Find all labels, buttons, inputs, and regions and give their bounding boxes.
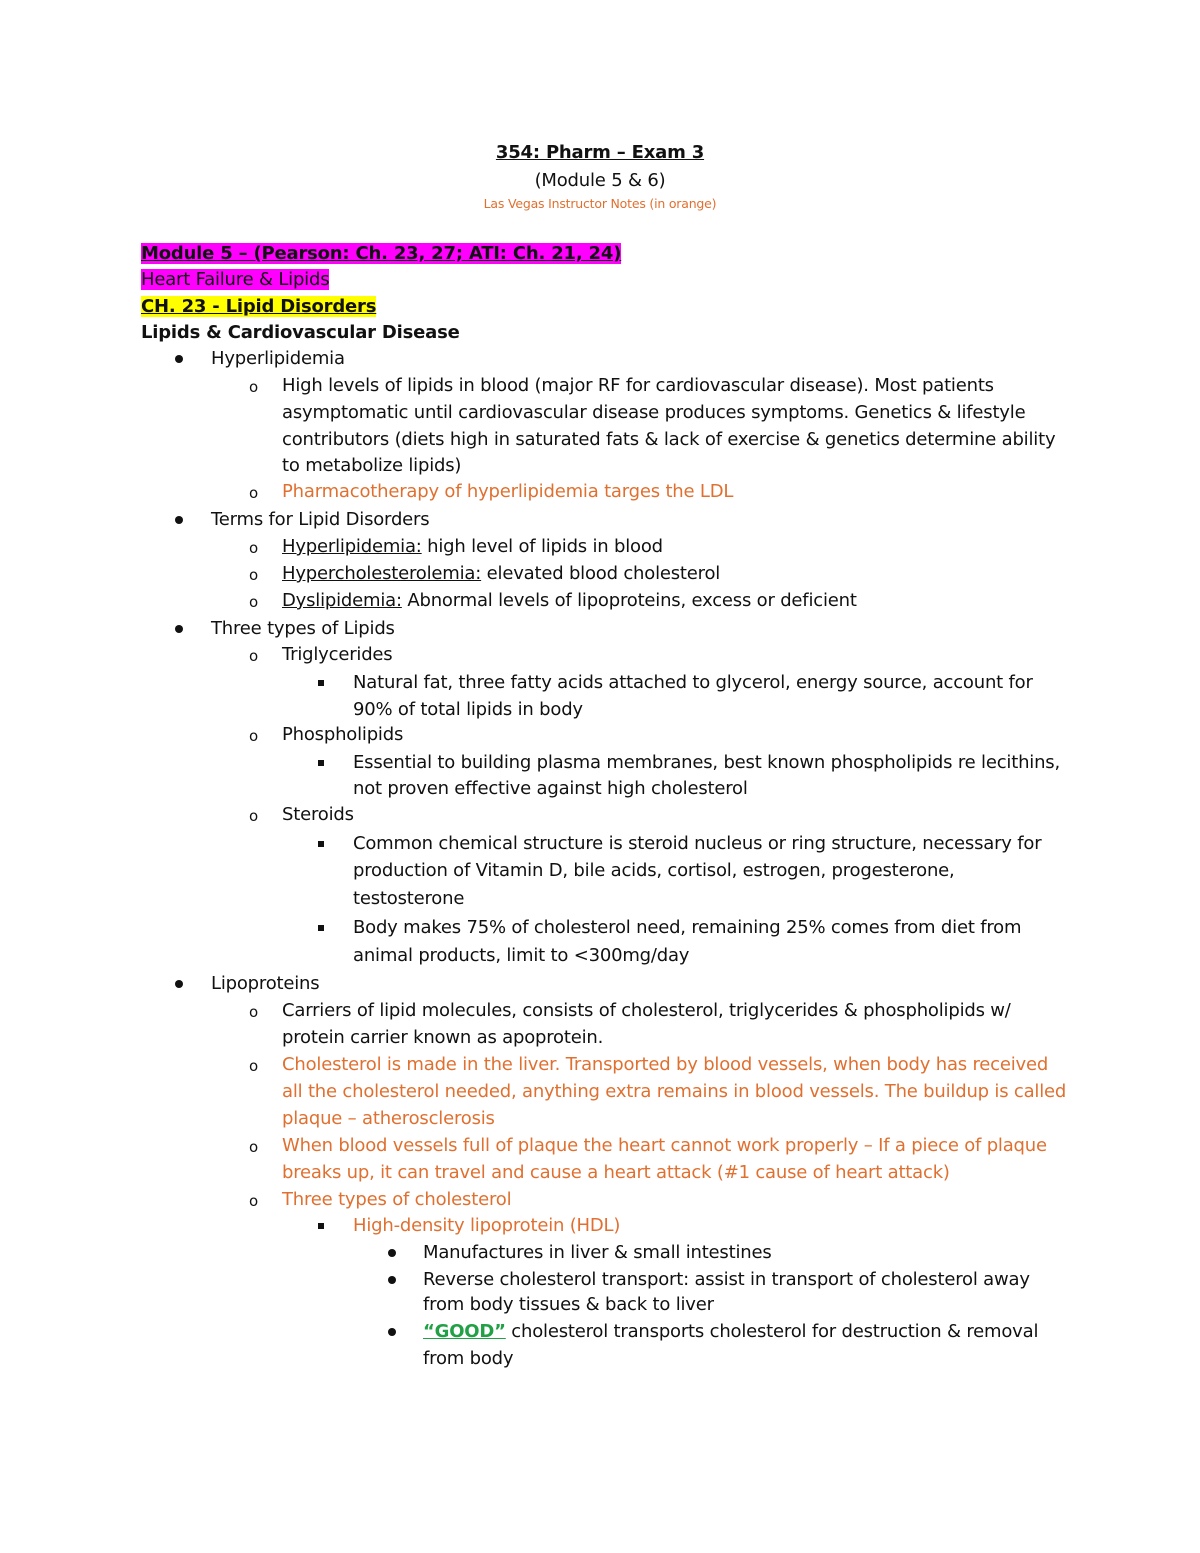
instructor-note: Las Vegas Instructor Notes (in orange) (483, 196, 717, 211)
list-item: Triglycerides (282, 644, 393, 665)
list-item-cont: contributors (diets high in saturated fats & lack of exercise & genetics determine ability (282, 429, 1056, 450)
bullet-circle: o (249, 1057, 258, 1075)
list-item: Essential to building plasma membranes, best known phospholipids re lecithins, (353, 752, 1060, 773)
document-title: 354: Pharm – Exam 3 (495, 142, 705, 163)
section-heading: Lipids & Cardiovascular Disease (141, 322, 460, 343)
list-item-cont: breaks up, it can travel and cause a heart attack (#1 cause of heart attack) (282, 1162, 950, 1183)
list-item-cont: protein carrier known as apoprotein. (282, 1027, 604, 1048)
list-item: Three types of cholesterol (282, 1189, 512, 1210)
list-item: Terms for Lipid Disorders (211, 509, 430, 530)
bullet-dot (388, 1240, 396, 1266)
list-item-cont: animal products, limit to <300mg/day (353, 945, 690, 966)
bullet-circle: o (249, 484, 258, 502)
list-item-cont: 90% of total lipids in body (353, 699, 583, 720)
bullet-circle: o (249, 539, 258, 557)
bullet-circle: o (249, 1192, 258, 1210)
list-item: Phospholipids (282, 724, 404, 745)
list-item: Three types of Lipids (211, 618, 395, 639)
bullet-square (318, 915, 324, 941)
list-item: Natural fat, three fatty acids attached to glycerol, energy source, account for (353, 672, 1033, 693)
document-subtitle: (Module 5 & 6) (534, 170, 666, 191)
list-item: Hypercholesterolemia: elevated blood cholesterol (282, 563, 721, 584)
list-item: Manufactures in liver & small intestines (423, 1242, 772, 1263)
bullet-circle: o (249, 378, 258, 396)
list-item: Dyslipidemia: Abnormal levels of lipoproteins, excess or deficient (282, 590, 857, 611)
list-item-cont: to metabolize lipids) (282, 455, 462, 476)
module-topic: Heart Failure & Lipids (141, 269, 330, 290)
list-item: Cholesterol is made in the liver. Transported by blood vessels, when body has received (282, 1054, 1049, 1075)
list-item: High levels of lipids in blood (major RF for cardiovascular disease). Most patients (282, 375, 994, 396)
bullet-square (318, 1213, 324, 1239)
list-item: Hyperlipidemia: high level of lipids in blood (282, 536, 663, 557)
bullet-dot (175, 971, 183, 997)
list-item: Reverse cholesterol transport: assist in transport of cholesterol away (423, 1269, 1030, 1290)
module-heading: Module 5 – (Pearson: Ch. 23, 27; ATI: Ch. 21, 24) (141, 243, 622, 264)
list-item: Hyperlipidemia (211, 348, 345, 369)
list-item: Lipoproteins (211, 973, 320, 994)
list-item-cont: from body tissues & back to liver (423, 1294, 714, 1315)
list-item: Carriers of lipid molecules, consists of cholesterol, triglycerides & phospholipids w/ (282, 1000, 1011, 1021)
bullet-circle: o (249, 647, 258, 665)
bullet-square (318, 831, 324, 857)
bullet-circle: o (249, 566, 258, 584)
bullet-dot (175, 346, 183, 372)
list-item-cont: not proven effective against high cholesterol (353, 778, 748, 799)
bullet-dot (388, 1319, 396, 1345)
list-item: “GOOD” cholesterol transports cholesterol for destruction & removal (423, 1321, 1039, 1342)
list-item: When blood vessels full of plaque the heart cannot work properly – If a piece of plaque (282, 1135, 1047, 1156)
bullet-circle: o (249, 1138, 258, 1156)
list-item: High-density lipoprotein (HDL) (353, 1215, 621, 1236)
list-item: Steroids (282, 804, 354, 825)
list-item: Body makes 75% of cholesterol need, remaining 25% comes from diet from (353, 917, 1022, 938)
list-item: Common chemical structure is steroid nucleus or ring structure, necessary for (353, 833, 1042, 854)
bullet-circle: o (249, 727, 258, 745)
bullet-circle: o (249, 593, 258, 611)
list-item-cont: testosterone (353, 888, 465, 909)
list-item-cont: from body (423, 1348, 514, 1369)
list-item: Pharmacotherapy of hyperlipidemia targes the LDL (282, 481, 734, 502)
bullet-square (318, 670, 324, 696)
bullet-circle: o (249, 1003, 258, 1021)
list-item-cont: plaque – atherosclerosis (282, 1108, 495, 1129)
bullet-dot (175, 616, 183, 642)
bullet-circle: o (249, 807, 258, 825)
good-label: “GOOD” (423, 1321, 506, 1342)
list-item-cont: production of Vitamin D, bile acids, cortisol, estrogen, progesterone, (353, 860, 955, 881)
bullet-square (318, 750, 324, 776)
bullet-dot (175, 507, 183, 533)
chapter-heading: CH. 23 - Lipid Disorders (141, 296, 377, 317)
list-item-cont: all the cholesterol needed, anything extra remains in blood vessels. The buildup is called (282, 1081, 1067, 1102)
bullet-dot (388, 1267, 396, 1293)
list-item-cont: asymptomatic until cardiovascular disease produces symptoms. Genetics & lifestyle (282, 402, 1026, 423)
